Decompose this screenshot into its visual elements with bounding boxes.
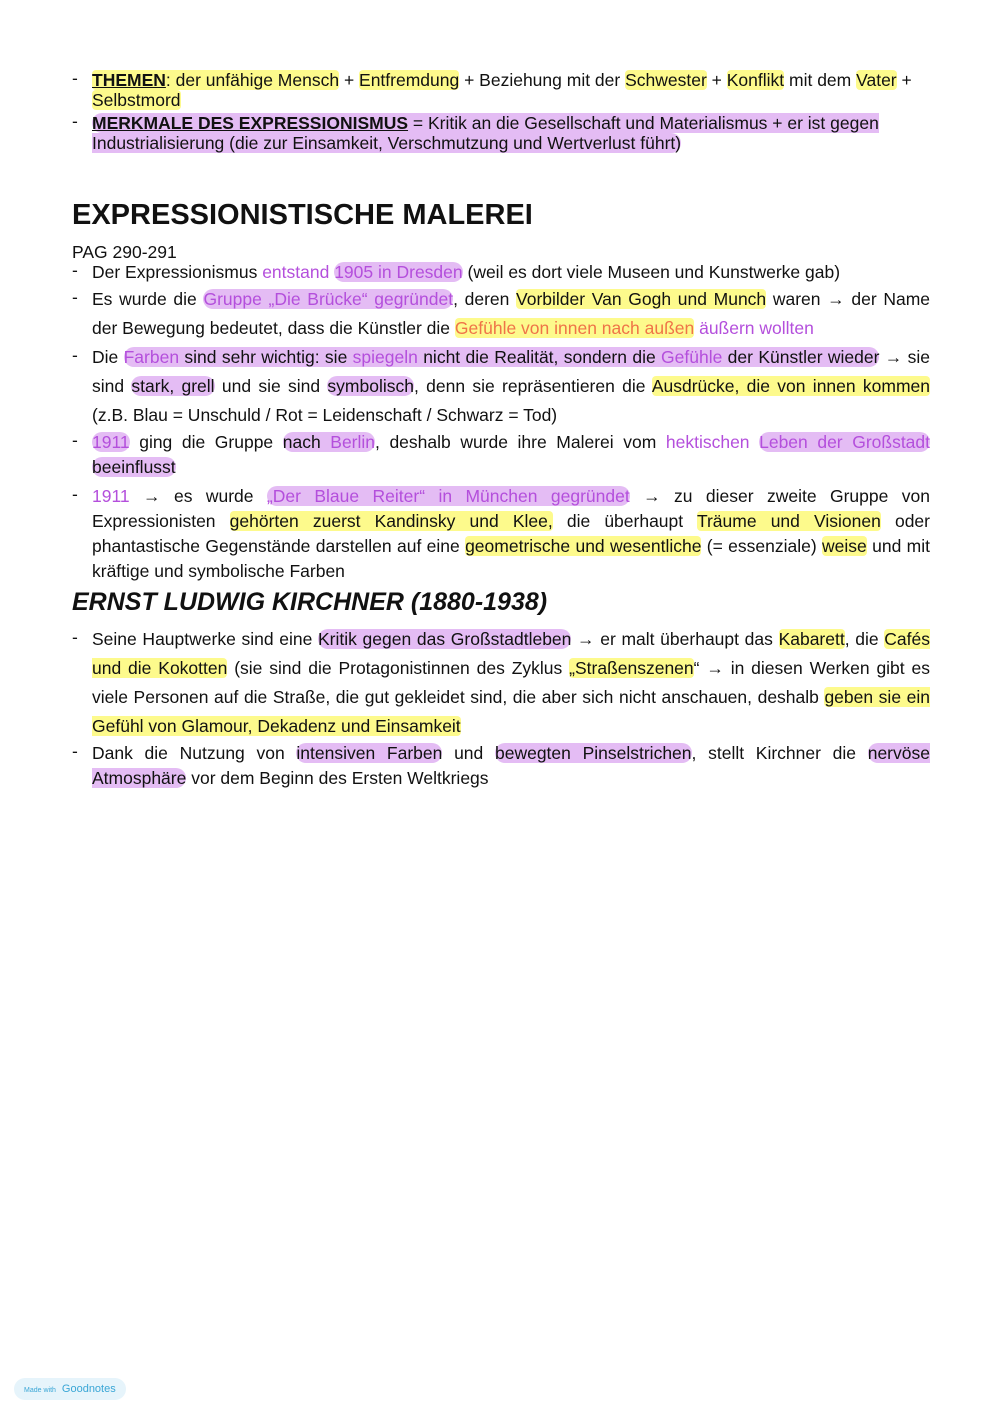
text-magenta: Berlin	[330, 432, 376, 452]
text: oder phantastische Gegenstände darstellen auf eine	[92, 511, 930, 556]
highlight: Gefühle von innen nach außen	[454, 318, 695, 338]
themen-highlight: Konflikt	[726, 70, 785, 90]
bullet-themen: - THEMEN: der unfähige Mensch + Entfremdung + Beziehung mit der Schwester + Konflikt mit dem Vater + Selbstmord	[72, 68, 912, 110]
highlight: Ausdrücke, die von innen kommen	[651, 376, 931, 396]
themen-label: THEMEN	[92, 70, 166, 90]
text-magenta: 1911	[92, 486, 130, 506]
text: waren → der Name der Bewegung bedeutet, dass die Künstler die	[92, 289, 930, 338]
text-magenta: entstand	[262, 262, 335, 282]
text: (weil es dort viele Museen und Kunstwerke gab)	[462, 262, 841, 282]
highlight: Gruppe „Die Brücke“ gegründet	[203, 289, 454, 309]
highlight: „Straßenszenen	[569, 658, 694, 678]
highlight: 1905 in Dresden	[334, 262, 463, 282]
text: Seine Hauptwerke sind eine	[92, 629, 318, 649]
text-magenta: Farben	[123, 347, 180, 367]
highlight: symbolisch	[327, 376, 414, 396]
text: → sie sind	[92, 347, 930, 396]
text: , stellt Kirchner die	[691, 743, 868, 763]
themen-text: mit dem	[784, 70, 857, 90]
bullet-entstehung	[72, 262, 930, 282]
highlight: bewegten Pinselstrichen	[494, 743, 692, 763]
text: → er malt überhaupt das	[571, 629, 779, 649]
bullet-farben	[72, 343, 930, 430]
highlight: Kritik gegen das Großstadtleben	[318, 629, 572, 649]
section-title-kirchner: ERNST LUDWIG KIRCHNER (1880-1938)	[72, 588, 548, 616]
bullet-merkmale	[72, 113, 930, 153]
text: (z.B. Blau = Unschuld / Rot = Leidenschaft / Schwarz = Tod)	[92, 405, 558, 425]
themen-highlight: Schwester	[625, 70, 707, 90]
bullet-nutzung	[72, 741, 930, 791]
bullet-dash: -	[72, 68, 78, 88]
text: Es wurde die	[92, 289, 204, 309]
text: ging die Gruppe	[129, 432, 283, 452]
themen-highlight: Vater	[856, 70, 897, 90]
highlight: intensiven Farben	[296, 743, 443, 763]
text: nach	[282, 432, 331, 452]
themen-text: +	[339, 70, 360, 90]
highlight: geben sie ein Gefühl von Glamour, Dekadenz und Einsamkeit	[92, 687, 930, 736]
themen-text: + Beziehung mit der	[459, 70, 626, 90]
highlight: 1911	[92, 432, 130, 452]
text: Die	[92, 347, 124, 367]
goodnotes-badge	[14, 1378, 126, 1400]
text-magenta: spiegeln	[352, 347, 418, 367]
highlight: Träume und Visionen	[696, 511, 881, 531]
text: , denn sie repräsentieren die	[413, 376, 652, 396]
bullet-bruecke	[72, 285, 930, 343]
text: der Künstler wieder	[722, 347, 880, 367]
bullet-dash: -	[72, 741, 78, 761]
text: (sie sind die Protagonistinnen des Zyklus	[227, 658, 570, 678]
merkmale-text: = Kritik an die Gesellschaft und Materialismus + er ist gegen Industrialisierung (die zur Einsamkeit, Verschmutzung und Wertverlust führt)	[92, 113, 879, 153]
page-reference: PAG 290-291	[72, 242, 177, 262]
highlight: nervöse Atmosphäre	[92, 743, 930, 788]
text: “ → in diesen Werken gibt es viele Personen auf die Straße, die gut gekleidet sind, die aber sich nicht anschauen, deshalb	[92, 658, 930, 707]
badge-brand: Goodnotes	[61, 1383, 116, 1395]
highlight: Vorbilder Van Gogh und Munch	[516, 289, 767, 309]
text: Dank die Nutzung von	[92, 743, 297, 763]
text: → es wurde	[129, 486, 267, 506]
merkmale-label: MERKMALE DES EXPRESSIONISMUS	[92, 113, 409, 133]
themen-text: +	[706, 70, 727, 90]
highlight: Kabarett	[778, 629, 845, 649]
bullet-dash: -	[72, 287, 78, 307]
badge-small-text: Made with	[24, 1387, 56, 1394]
text: nicht die Realität, sondern die	[417, 347, 662, 367]
text: vor dem Beginn des Ersten Weltkriegs	[186, 768, 489, 788]
note-page	[72, 70, 930, 791]
themen-highlight: Selbstmord	[92, 90, 181, 110]
highlight: stark, grell	[131, 376, 215, 396]
bullet-blaue-reiter	[72, 484, 930, 584]
bullet-berlin	[72, 430, 930, 480]
bullet-hauptwerke	[72, 625, 930, 741]
themen-text: der unfähige Mensch	[175, 70, 340, 90]
text: sind sehr wichtig: sie	[179, 347, 353, 367]
highlight: Leben der Großstadt	[759, 432, 931, 452]
text: (= essenziale)	[701, 536, 823, 556]
text: , deren	[453, 289, 517, 309]
section-title-malerei: EXPRESSIONISTISCHE MALEREI	[72, 199, 533, 231]
text: , deshalb wurde ihre Malerei vom	[375, 432, 666, 452]
text: und mit kräftige und symbolische Farben	[92, 536, 931, 581]
bullet-dash: -	[72, 430, 78, 450]
highlight: Cafés und die Kokotten	[92, 629, 930, 678]
bullet-dash: -	[72, 484, 78, 504]
bullet-dash: -	[72, 345, 78, 365]
text: → zu dieser zweite Gruppe von Expressionisten	[92, 486, 930, 531]
text-magenta: hektischen	[665, 432, 760, 452]
text: Der Expressionismus	[92, 262, 263, 282]
themen-highlight: Entfremdung	[359, 70, 460, 90]
text-magenta: äußern wollten	[694, 318, 814, 338]
highlight: „Der Blaue Reiter“ in München gegründet	[266, 486, 630, 506]
highlight: geometrische und wesentliche	[465, 536, 702, 556]
text: die überhaupt	[552, 511, 697, 531]
themen-text: +	[896, 70, 912, 90]
highlight: gehörten zuerst Kandinsky und Klee,	[229, 511, 553, 531]
bullet-dash: -	[72, 111, 78, 131]
highlight: beeinflusst	[92, 457, 176, 477]
highlight: weise	[822, 536, 867, 556]
text: und	[442, 743, 495, 763]
text-magenta: Gefühle	[661, 347, 723, 367]
text: und sie sind	[214, 376, 328, 396]
bullet-dash: -	[72, 627, 78, 647]
text: , die	[844, 629, 885, 649]
bullet-dash: -	[72, 260, 78, 280]
